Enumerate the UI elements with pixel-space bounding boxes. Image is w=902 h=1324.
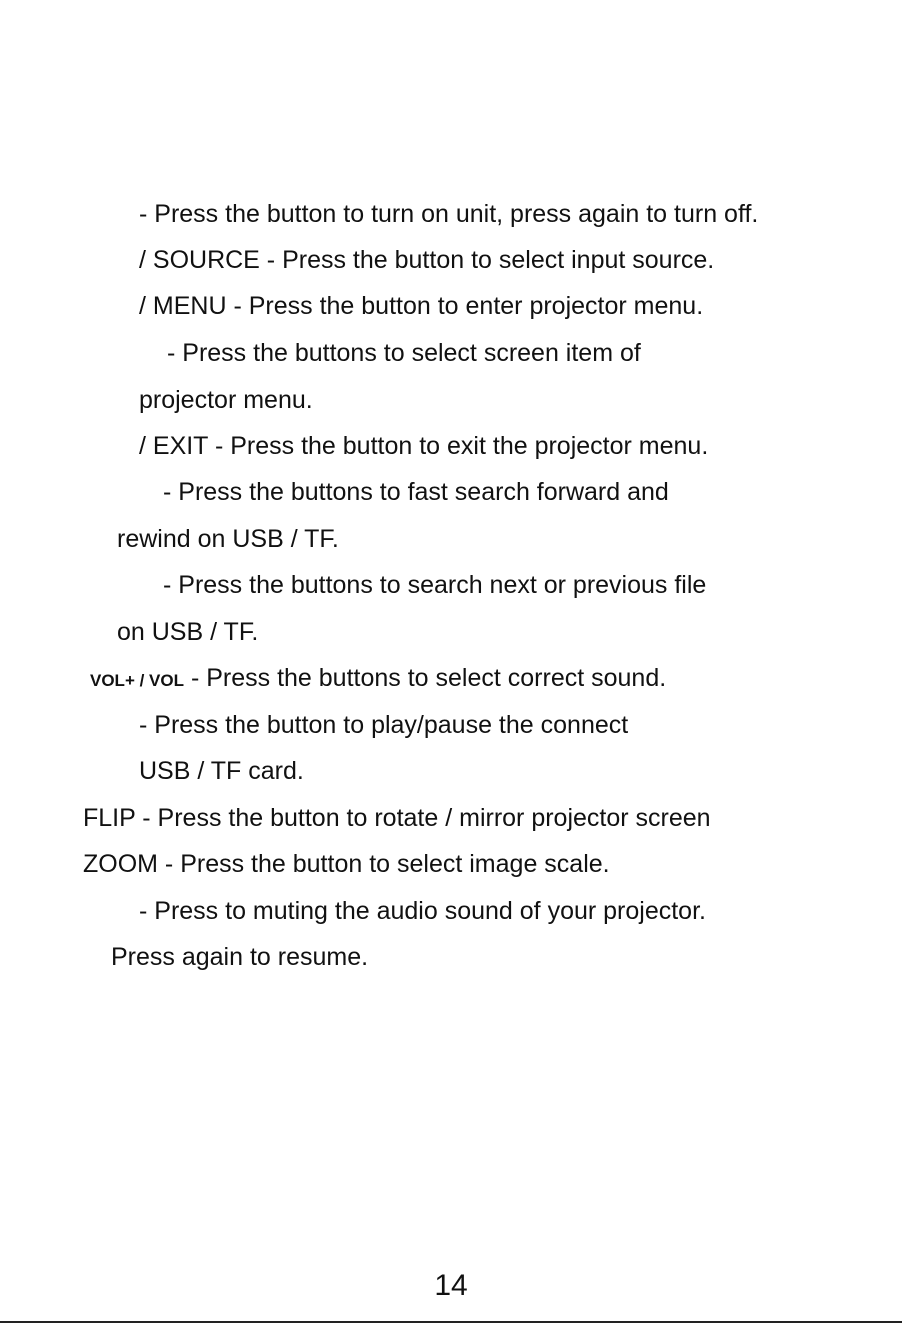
next-prev-instruction-line1: - Press the buttons to search next or previous file [163,571,707,599]
mute-instruction-line1: - Press to muting the audio sound of your projector. [139,897,706,925]
mute-instruction-line2: Press again to resume. [111,943,369,971]
play-instruction-line1: - Press the button to play/pause the connect [139,711,629,739]
fast-search-instruction-line1: - Press the buttons to fast search forward and [163,478,669,506]
page-number: 14 [434,1269,468,1302]
exit-instruction: / EXIT - Press the button to exit the projector menu. [139,432,709,460]
source-instruction: / SOURCE - Press the button to select input source. [139,246,715,274]
select-instruction-line1: - Press the buttons to select screen item of [167,339,641,367]
volume-key-label: VOL+ / VOL [90,671,184,690]
next-prev-instruction-line2: on USB / TF. [117,618,259,646]
bottom-divider [0,1321,902,1323]
select-instruction-line2: projector menu. [139,386,313,414]
play-instruction-line2: USB / TF card. [139,757,304,785]
zoom-instruction: ZOOM - Press the button to select image scale. [83,850,610,878]
menu-instruction: / MENU - Press the button to enter projector menu. [139,292,704,320]
fast-search-instruction-line2: rewind on USB / TF. [117,525,339,553]
volume-instruction-text: - Press the buttons to select correct sound. [184,664,667,692]
flip-instruction: FLIP - Press the button to rotate / mirror projector screen [83,804,711,832]
volume-instruction [90,663,666,696]
power-instruction: - Press the button to turn on unit, press again to turn off. [139,200,759,228]
